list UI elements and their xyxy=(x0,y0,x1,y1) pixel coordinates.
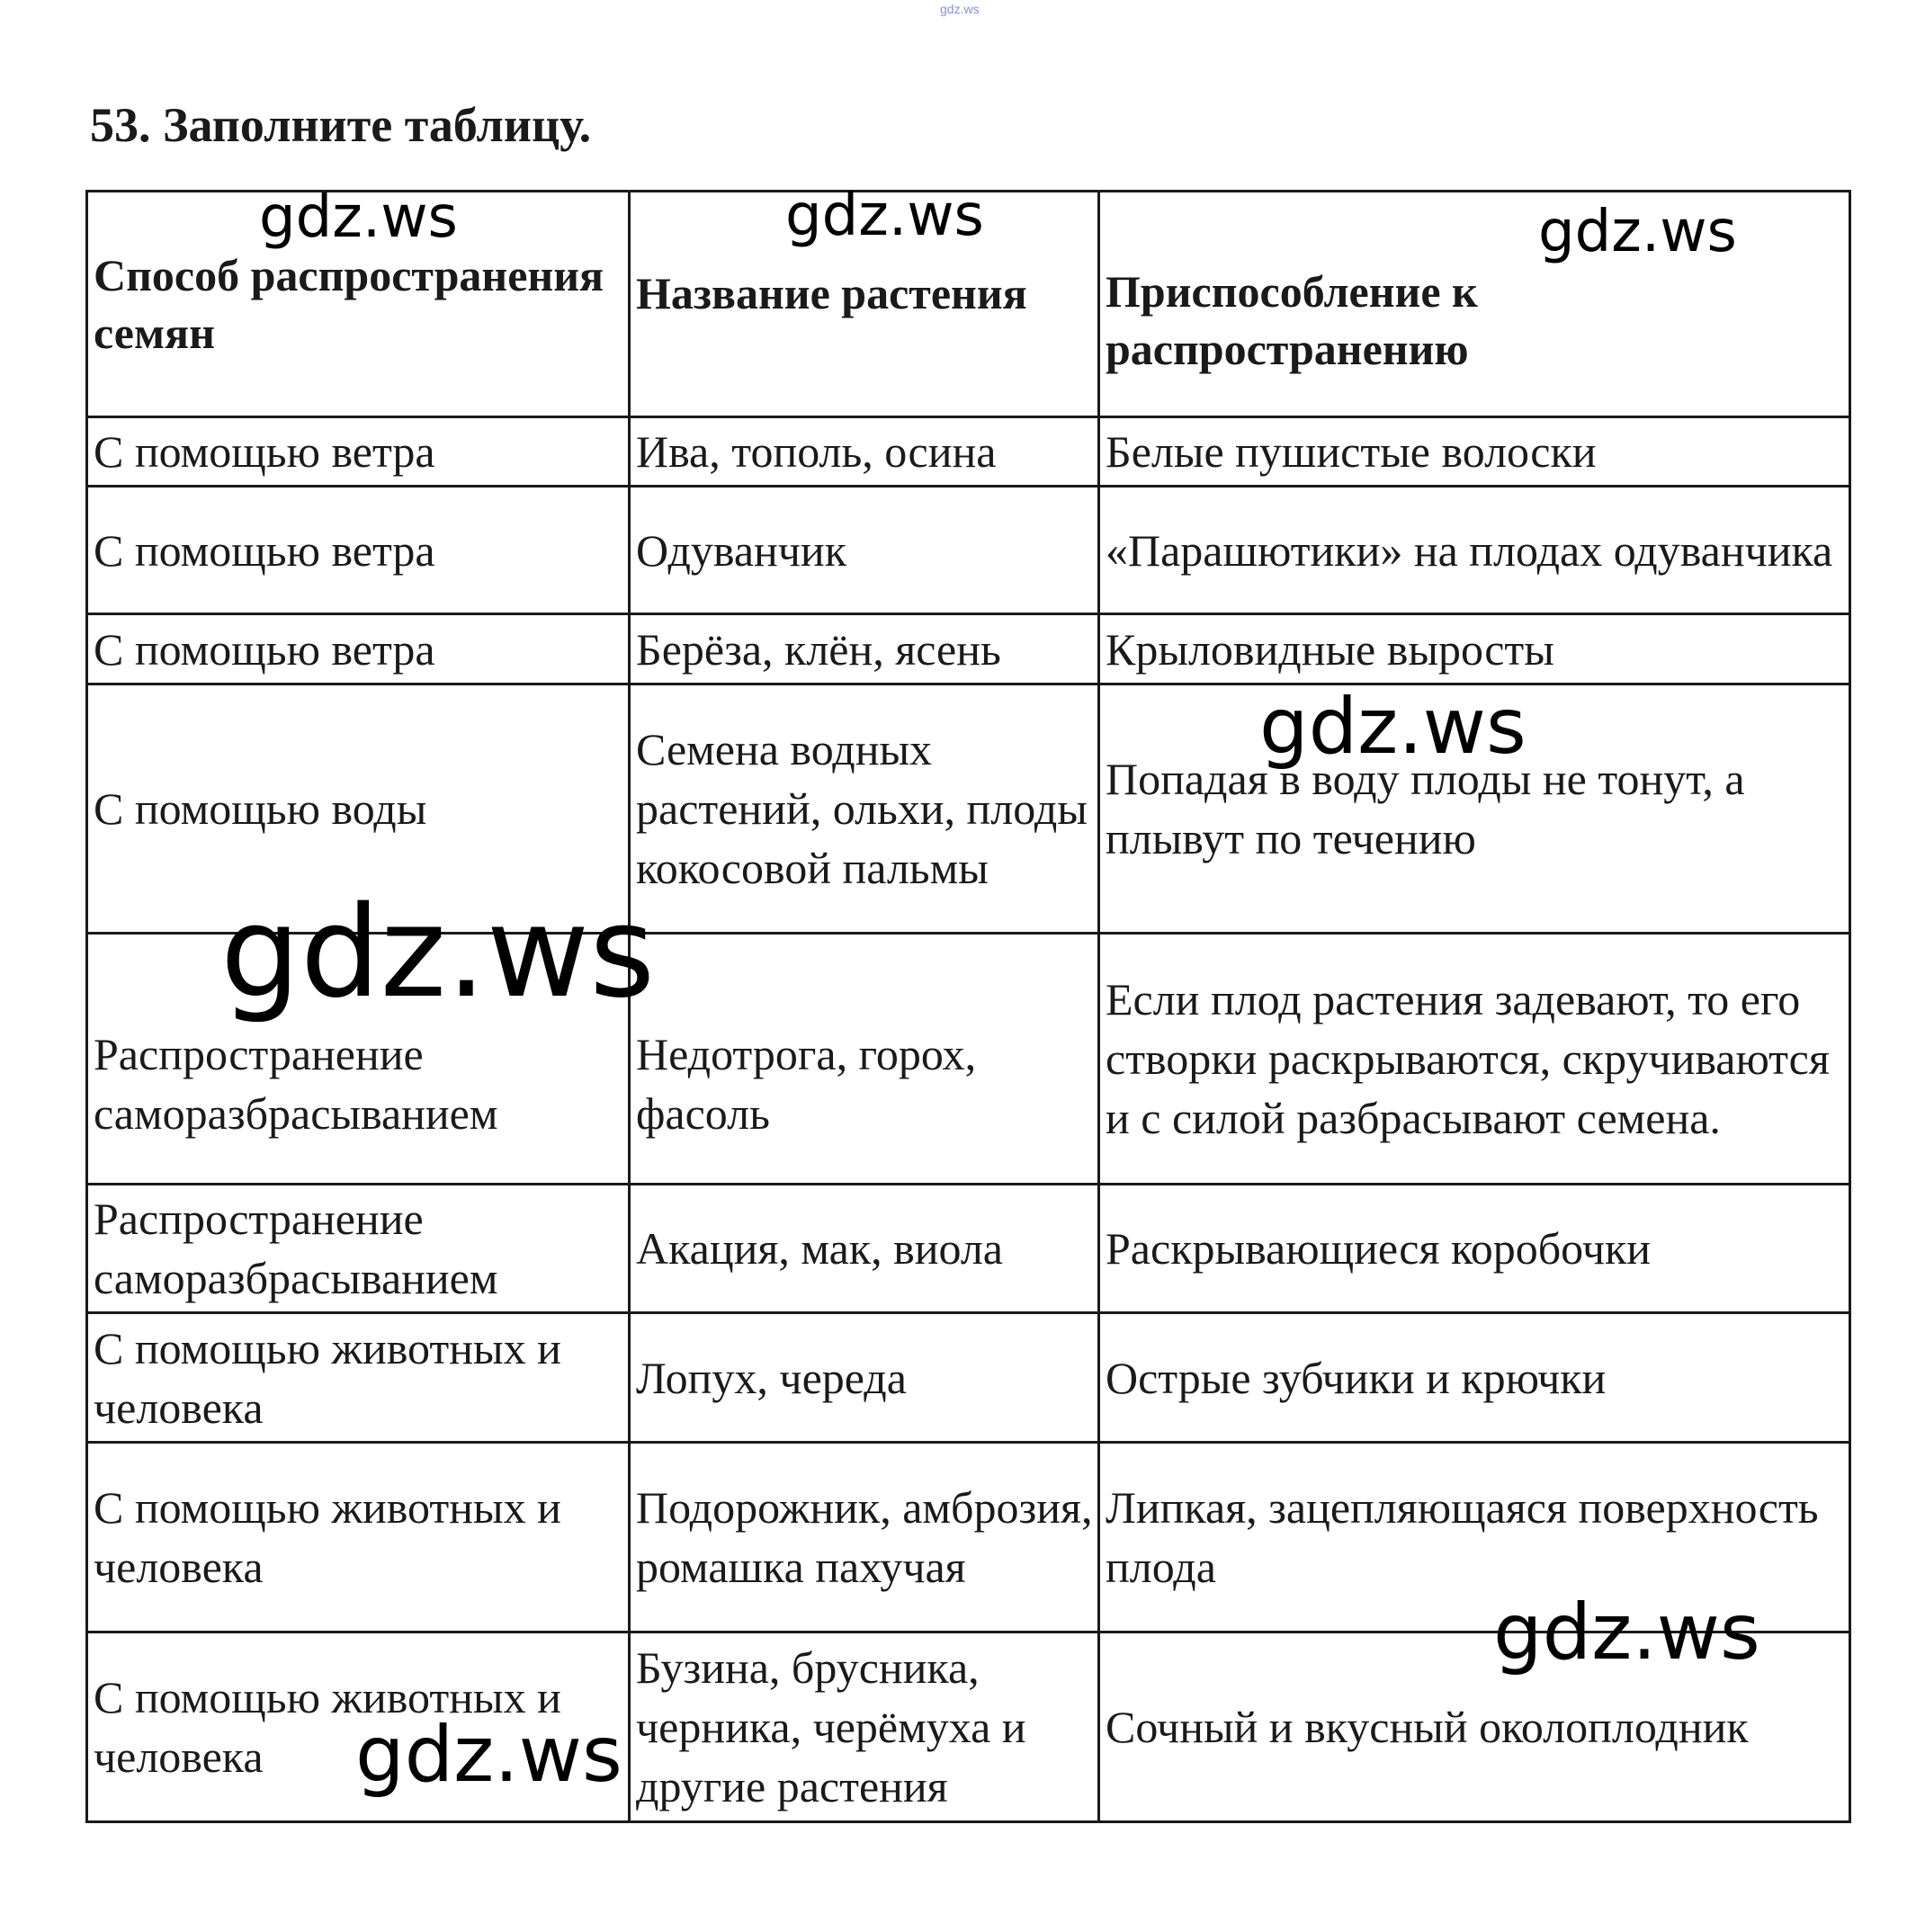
cell-adaptation: Сочный и вкусный околоплодник xyxy=(1099,1632,1850,1822)
table-row xyxy=(87,1185,1850,1313)
cell-plant: Ива, тополь, осина xyxy=(630,417,1099,487)
table-header-row xyxy=(87,192,1850,417)
top-watermark-text: gdz.ws xyxy=(940,2,980,16)
seed-dispersal-table xyxy=(85,184,1851,1823)
cell-method: С помощью ветра xyxy=(87,417,630,487)
header-adaptation: Приспособление к распространению xyxy=(1099,192,1850,417)
cell-adaptation: Острые зубчики и крючки xyxy=(1099,1313,1850,1443)
cell-plant: Недотрога, горох, фасоль xyxy=(630,934,1099,1185)
watermark: gdz.ws xyxy=(1259,682,1527,772)
cell-method: С помощью животных и человека xyxy=(87,1313,630,1443)
cell-adaptation: Попадая в воду плоды не тонут, а плывут по течению xyxy=(1099,684,1850,934)
cell-plant: Бузина, брусника, черника, черёмуха и другие растения xyxy=(630,1632,1099,1822)
table-row xyxy=(87,684,1850,934)
table-row xyxy=(87,934,1850,1185)
watermark: gdz.ws xyxy=(355,1710,622,1800)
header-dispersal-method: Способ распространения семян xyxy=(87,192,630,417)
watermark: gdz.ws xyxy=(1538,199,1737,265)
cell-plant: Одуванчик xyxy=(630,487,1099,614)
cell-adaptation: «Парашютики» на плодах одуванчика xyxy=(1099,487,1850,614)
table-row xyxy=(87,1632,1850,1822)
cell-adaptation: Белые пушистые волоски xyxy=(1099,417,1850,487)
table-row xyxy=(87,1443,1850,1632)
cell-plant: Берёза, клён, ясень xyxy=(630,614,1099,684)
cell-adaptation: Если плод растения задевают, то его створки раскрываются, скручиваются и с силой разбрасывают семена. xyxy=(1099,934,1850,1185)
watermark: gdz.ws xyxy=(1493,1588,1760,1677)
cell-method: С помощью ветра xyxy=(87,487,630,614)
cell-method: С помощью воды xyxy=(87,684,630,934)
cell-adaptation: Раскрывающиеся коробочки xyxy=(1099,1185,1850,1313)
watermark: gdz.ws xyxy=(220,880,656,1026)
cell-adaptation: Крыловидные выросты xyxy=(1099,614,1850,684)
table-row xyxy=(87,487,1850,614)
watermark: gdz.ws xyxy=(259,184,458,251)
table-row xyxy=(87,614,1850,684)
table-row xyxy=(87,417,1850,487)
cell-plant: Семена водных растений, ольхи, плоды кокосовой пальмы xyxy=(630,684,1099,934)
cell-plant: Акация, мак, виола xyxy=(630,1185,1099,1313)
cell-plant: Лопух, череда xyxy=(630,1313,1099,1443)
cell-method: Распространение саморазбрасыванием xyxy=(87,1185,630,1313)
cell-method: С помощью животных и человека xyxy=(87,1632,630,1822)
cell-adaptation: Липкая, зацепляющаяся поверхность плода xyxy=(1099,1443,1850,1632)
header-plant-name: Название растения xyxy=(630,192,1099,417)
table-row xyxy=(87,1313,1850,1443)
cell-method: Распространение саморазбрасыванием xyxy=(87,934,630,1185)
task-title: 53. Заполните таблицу. xyxy=(90,98,592,152)
cell-method: С помощью животных и человека xyxy=(87,1443,630,1632)
cell-plant: Подорожник, амброзия, ромашка пахучая xyxy=(630,1443,1099,1632)
watermark: gdz.ws xyxy=(785,183,984,249)
cell-method: С помощью ветра xyxy=(87,614,630,684)
